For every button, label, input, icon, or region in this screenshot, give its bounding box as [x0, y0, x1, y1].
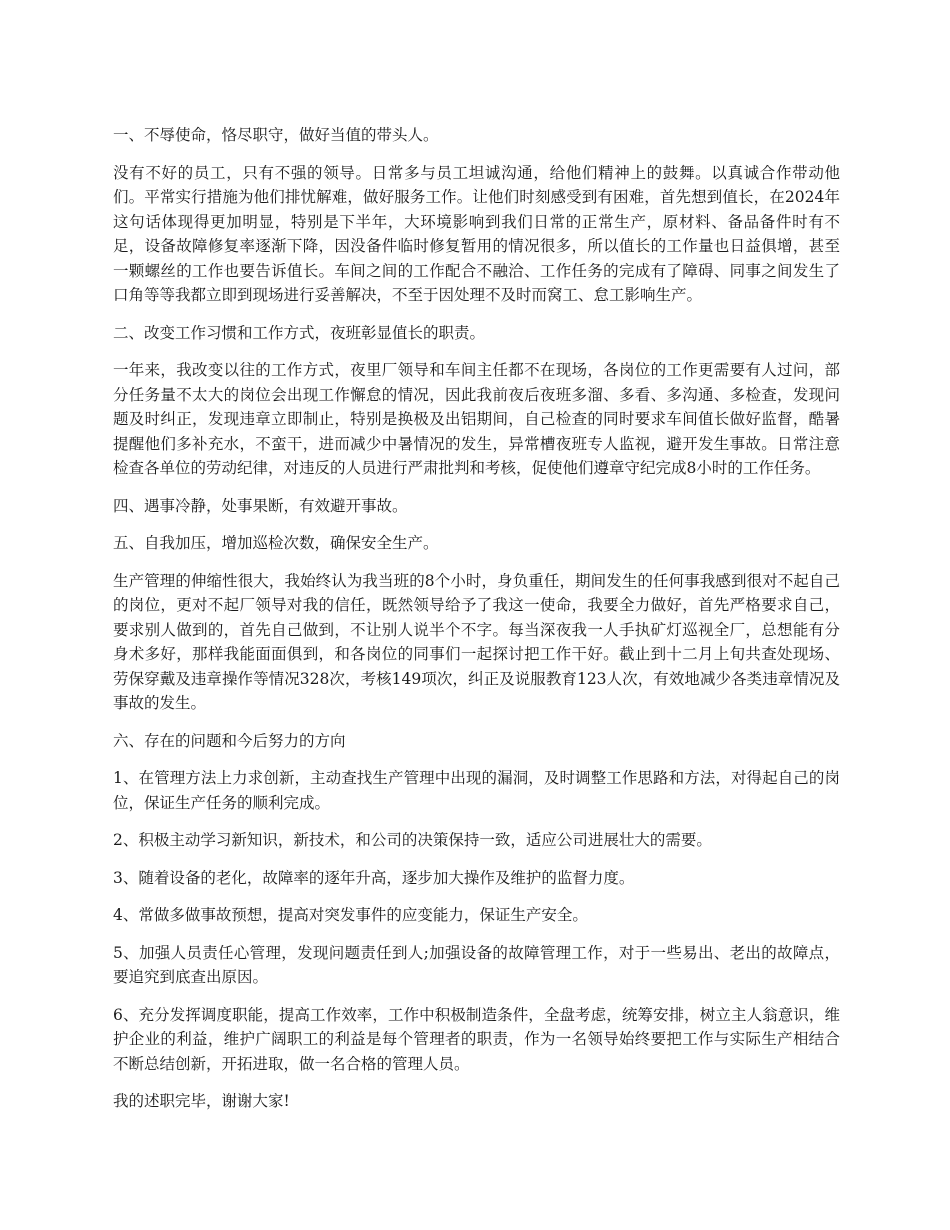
closing-paragraph: 我的述职完毕，谢谢大家! — [113, 1092, 290, 1110]
section-heading-5: 五、自我加压，增加巡检次数，确保安全生产。 — [113, 534, 439, 552]
section-heading-1: 一、不辱使命，恪尽职守，做好当值的带头人。 — [113, 126, 439, 144]
body-paragraph: 没有不好的员工，只有不强的领导。日常多与员工坦诚沟通，给他们精神上的鼓舞。以真诚合作带动他们。平常实行措施为他们排忧解难，做好服务工作。让他们时刻感受到有困难，首先想到值长，在2024年这句话体现得更加明显，特别是下半年，大环境影响到我们日常的正常生产，原材料、备品备件时有不足，设备故障修复率逐渐下降，因没备件临时修复暂用的情况很多，所以值长的工作量也日益俱增，甚至一颗螺丝的工作也要告诉值长。车间之间的工作配合不融洽、工作任务的完成有了障碍、同事之间发生了口角等等我都立即到现场进行妥善解决，不至于因处理不及时而窝工、怠工影响生产。 — [113, 163, 840, 304]
list-item: 3、随着设备的老化，故障率的逐年升高，逐步加大操作及维护的监督力度。 — [113, 868, 635, 887]
section-heading-6: 六、存在的问题和今后努力的方向 — [113, 731, 346, 750]
body-paragraph: 生产管理的伸缩性很大，我始终认为我当班的8个小时，身负重任，期间发生的任何事我感到很对不起自己的岗位，更对不起厂领导对我的信任，既然领导给予了我这一使命，我要全力做好，首先严格要求自己，要求别人做到的，首先自己做到，不让别人说半个不字。每当深夜我一人手执矿灯巡视全厂，总想能有分身术多好，那样我能面面俱到，和各岗位的同事们一起探讨把工作干好。截止到十二月上旬共查处现场、劳保穿戴及违章操作等情况328次，考核149项次，纠正及说服教育123人次，有效地减少各类违章情况及事故的发生。 — [113, 571, 840, 712]
list-item: 4、常做多做事故预想，提高对突发事件的应变能力，保证生产安全。 — [113, 906, 588, 924]
body-paragraph: 一年来，我改变以往的工作方式，夜里厂领导和车间主任都不在现场，各岗位的工作更需要有人过问，部分任务量不太大的岗位会出现工作懈怠的情况，因此我前夜后夜班多溜、多看、多沟通、多检查，发现问题及时纠正，发现违章立即制止，特别是换极及出铝期间，自己检查的同时要求车间值长做好监督，酷暑提醒他们多补充水，不蛮干，进而减少中暑情况的发生，异常槽夜班专人监视，避开发生事故。日常注意检查各单位的劳动纪律，对违反的人员进行严肃批判和考核，促使他们遵章守纪完成8小时的工作任务。 — [113, 361, 840, 477]
list-item: 1、在管理方法上力求创新，主动查找生产管理中出现的漏洞，及时调整工作思路和方法，对得起自己的岗位，保证生产任务的顺利完成。 — [113, 769, 840, 812]
list-item: 2、积极主动学习新知识，新技术，和公司的决策保持一致，适应公司进展壮大的需要。 — [113, 831, 712, 849]
section-heading-4: 四、遇事冷静，处事果断，有效避开事故。 — [113, 496, 408, 515]
section-heading-2: 二、改变工作习惯和工作方式，夜班彰显值长的职责。 — [113, 323, 486, 342]
list-item: 5、加强人员责任心管理，发现问题责任到人;加强设备的故障管理工作，对于一些易出、老出的故障点，要追究到底查出原因。 — [113, 943, 840, 986]
list-item: 6、充分发挥调度职能，提高工作效率，工作中积极制造条件，全盘考虑，统筹安排，树立主人翁意识，维护企业的利益，维护广阔职工的利益是每个管理者的职责，作为一名领导始终要把工作与实际生产相结合不断总结创新，开拓进取，做一名合格的管理人员。 — [113, 1005, 840, 1073]
document-body — [113, 123, 840, 1127]
